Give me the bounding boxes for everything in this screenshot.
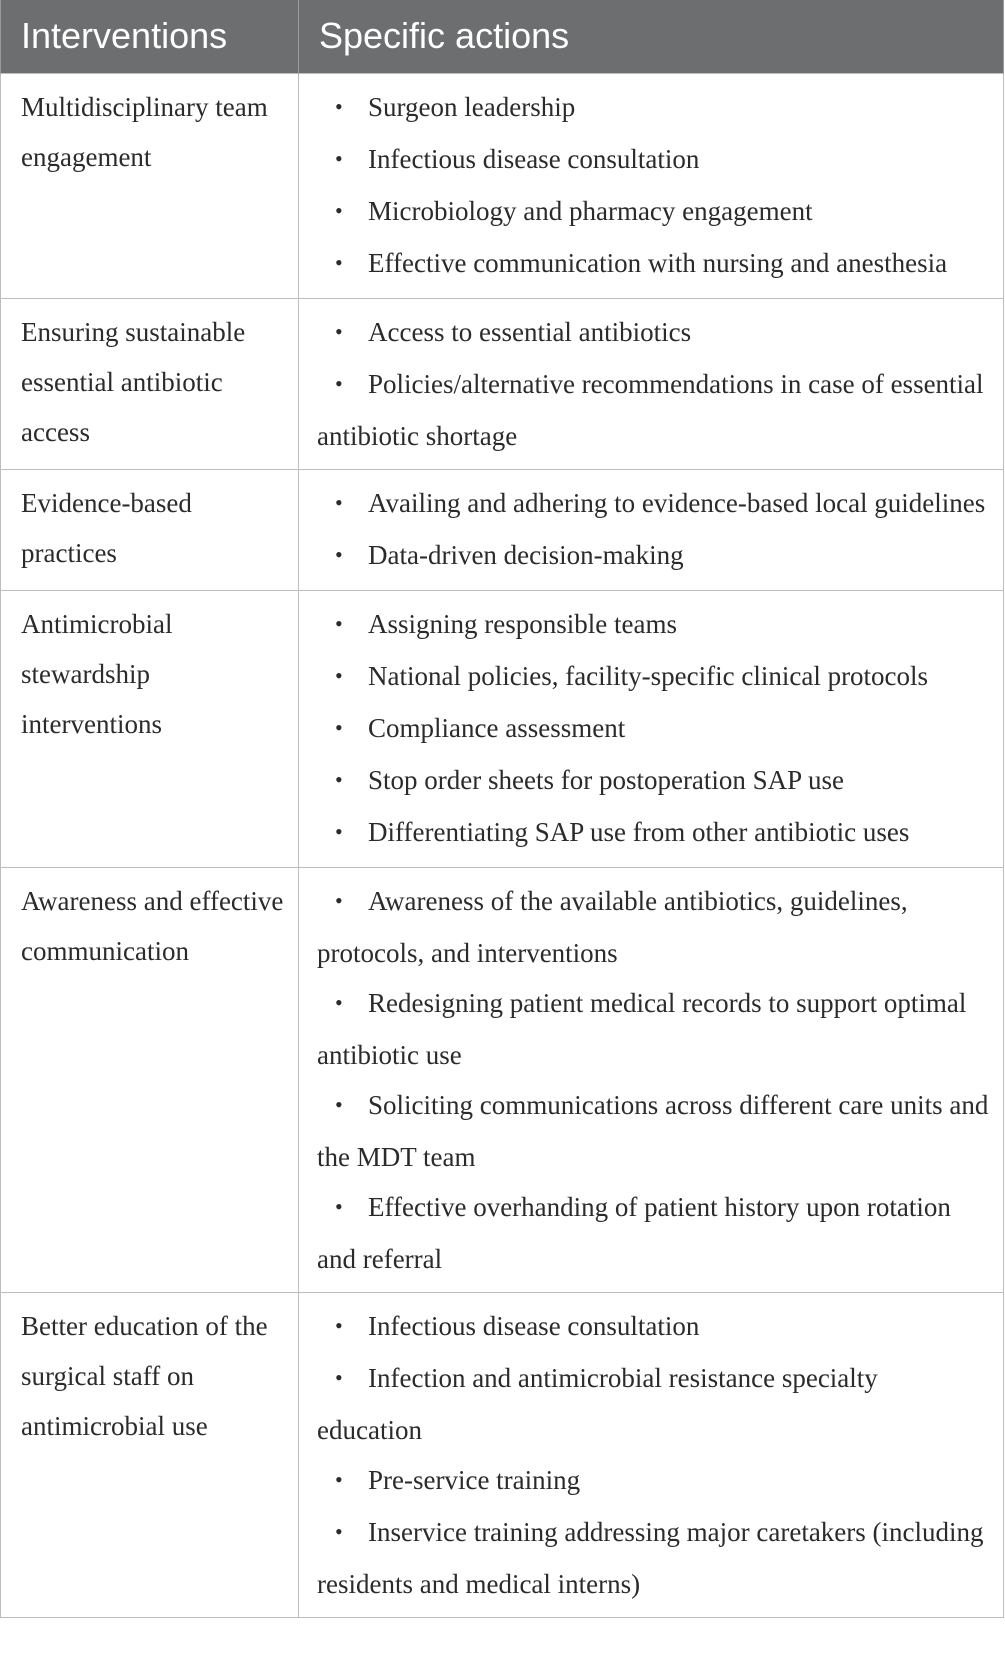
bullet-icon: •	[335, 887, 343, 913]
action-text: Assigning responsible teams	[368, 608, 677, 639]
intervention-cell: Ensuring sustainable essential antibiotic access	[1, 298, 299, 469]
table-row	[1, 73, 1004, 298]
action-text: National policies, facility-specific clinical protocols	[368, 660, 929, 691]
action-text: Infectious disease consultation	[368, 143, 700, 174]
bullet-icon: •	[335, 1193, 343, 1219]
bullet-icon: •	[335, 1364, 343, 1390]
action-text: Policies/alternative recommendations in case of essential antibiotic shortage	[317, 368, 984, 451]
intervention-cell: Awareness and effective communication	[1, 867, 299, 1292]
action-text: Data-driven decision-making	[368, 539, 684, 570]
table-row	[1, 298, 1004, 469]
table-row	[1, 1292, 1004, 1617]
action-item	[317, 134, 989, 186]
action-item	[317, 1353, 989, 1455]
table-header-row	[1, 0, 1004, 73]
action-item	[317, 599, 989, 651]
action-item	[317, 755, 989, 807]
table-row	[1, 867, 1004, 1292]
action-text: Microbiology and pharmacy engagement	[368, 195, 813, 226]
action-item	[317, 1455, 989, 1507]
action-text: Effective overhanding of patient history upon rotation and referral	[317, 1191, 951, 1274]
bullet-icon: •	[335, 818, 343, 844]
bullet-icon: •	[335, 370, 343, 396]
action-item	[317, 530, 989, 582]
action-text: Inservice training addressing major caretakers (including residents and medical interns)	[317, 1516, 984, 1599]
action-text: Effective communication with nursing and anesthesia	[368, 247, 948, 278]
action-text: Infectious disease consultation	[368, 1310, 700, 1341]
action-item	[317, 478, 989, 530]
bullet-icon: •	[335, 1091, 343, 1117]
bullet-icon: •	[335, 249, 343, 275]
action-text: Infection and antimicrobial resistance specialty education	[317, 1362, 878, 1445]
bullet-icon: •	[335, 1518, 343, 1544]
bullet-icon: •	[335, 541, 343, 567]
action-item	[317, 186, 989, 238]
bullet-icon: •	[335, 145, 343, 171]
header-specific-actions: Specific actions	[299, 0, 1004, 73]
bullet-icon: •	[335, 197, 343, 223]
actions-cell	[299, 867, 1004, 1292]
table-row	[1, 469, 1004, 590]
actions-cell	[299, 298, 1004, 469]
action-item	[317, 651, 989, 703]
table-row	[1, 590, 1004, 867]
intervention-cell: Evidence-based practices	[1, 469, 299, 590]
bullet-icon: •	[335, 766, 343, 792]
action-item	[317, 82, 989, 134]
action-text: Compliance assessment	[368, 712, 626, 743]
intervention-cell: Better education of the surgical staff on antimicrobial use	[1, 1292, 299, 1617]
action-item	[317, 703, 989, 755]
action-text: Availing and adhering to evidence-based local guidelines	[368, 487, 986, 518]
bullet-icon: •	[335, 989, 343, 1015]
action-text: Stop order sheets for postoperation SAP use	[368, 764, 844, 795]
action-item	[317, 876, 989, 978]
bullet-icon: •	[335, 610, 343, 636]
action-item	[317, 1080, 989, 1182]
action-text: Awareness of the available antibiotics, guidelines, protocols, and interventions	[317, 885, 908, 968]
action-item	[317, 1507, 989, 1609]
bullet-icon: •	[335, 1312, 343, 1338]
actions-cell	[299, 469, 1004, 590]
action-text: Differentiating SAP use from other antibiotic uses	[368, 816, 910, 847]
intervention-cell: Multidisciplinary team engagement	[1, 73, 299, 298]
action-item	[317, 807, 989, 859]
action-item	[317, 978, 989, 1080]
action-item	[317, 359, 989, 461]
bullet-icon: •	[335, 714, 343, 740]
bullet-icon: •	[335, 662, 343, 688]
bullet-icon: •	[335, 318, 343, 344]
actions-cell	[299, 590, 1004, 867]
action-text: Access to essential antibiotics	[368, 316, 692, 347]
action-text: Soliciting communications across different care units and the MDT team	[317, 1089, 989, 1172]
action-text: Redesigning patient medical records to support optimal antibiotic use	[317, 987, 967, 1070]
action-item	[317, 238, 989, 290]
intervention-cell: Antimicrobial stewardship interventions	[1, 590, 299, 867]
action-text: Surgeon leadership	[368, 91, 576, 122]
action-text: Pre-service training	[368, 1464, 581, 1495]
actions-cell	[299, 73, 1004, 298]
bullet-icon: •	[335, 489, 343, 515]
action-item	[317, 1301, 989, 1353]
bullet-icon: •	[335, 93, 343, 119]
action-item	[317, 1182, 989, 1284]
header-interventions: Interventions	[1, 0, 299, 73]
bullet-icon: •	[335, 1466, 343, 1492]
action-item	[317, 307, 989, 359]
actions-cell	[299, 1292, 1004, 1617]
